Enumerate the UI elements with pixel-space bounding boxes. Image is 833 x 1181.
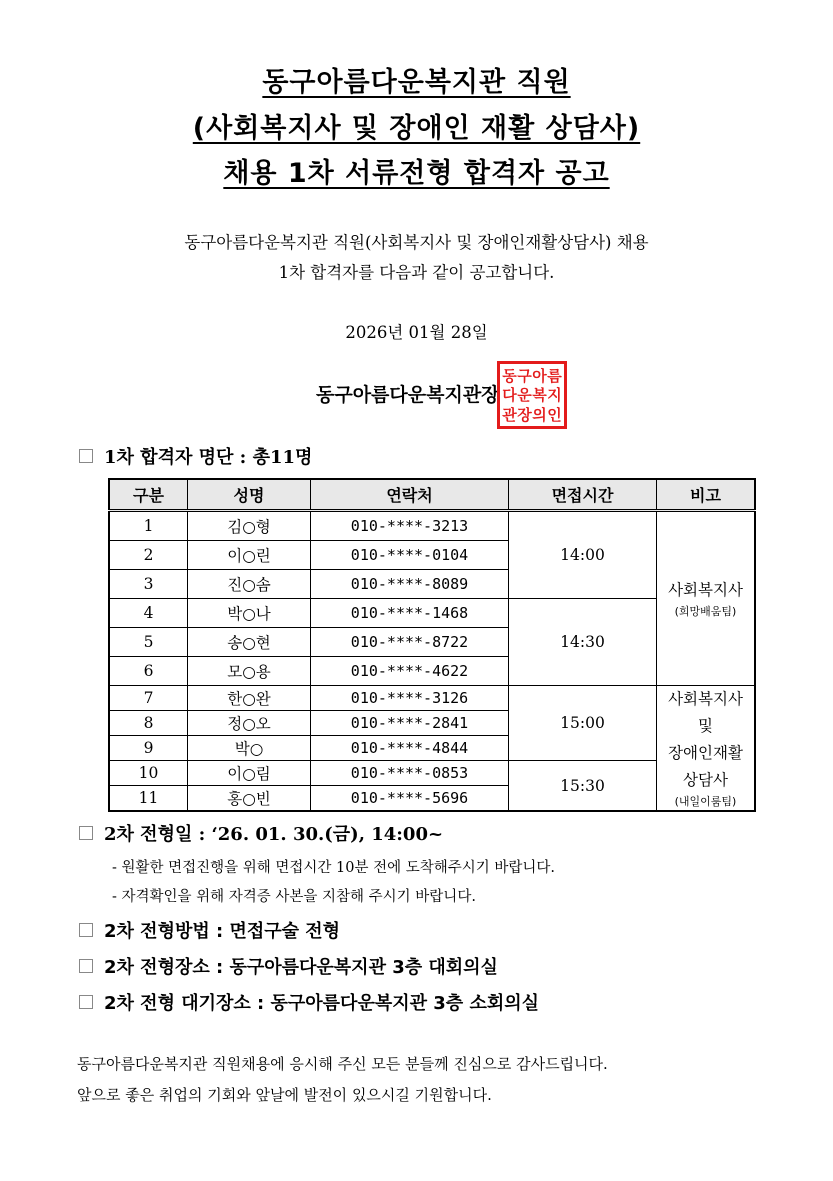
section-label: 2차 전형일 : ‘26. 01. 30.(금), 14:00~ [104,824,444,845]
checkbox-square-icon [79,449,93,463]
checkbox-square-icon [79,995,93,1009]
remark-role: 사회복지사 [668,581,743,599]
signature-name: 동구아름다운복지관장 [316,384,500,406]
title-line-1: 동구아름다운복지관 직원 [262,67,571,98]
row-no: 4 [109,599,188,628]
remark-role: 장애인재활 [668,744,743,762]
row-name: 진○솜 [188,570,311,599]
row-phone: 010-****-5696 [311,786,509,812]
row-phone: 010-****-8722 [311,628,509,657]
section-second-round-method [79,917,340,943]
remark-role: 및 [698,717,713,735]
row-no: 1 [109,511,188,541]
checkbox-square-icon [79,826,93,840]
section-first-pass-list [79,443,312,469]
row-name: 홍○빈 [188,786,311,812]
section-label: 2차 전형 대기장소 : 동구아름다운복지관 3층 소회의실 [104,993,539,1014]
header-no: 구분 [109,479,188,511]
interview-time: 15:30 [509,761,657,812]
row-name: 이○린 [188,541,311,570]
row-name: 김○형 [188,511,311,541]
interview-time: 14:30 [509,599,657,686]
row-name: 이○림 [188,761,311,786]
row-name: 한○완 [188,686,311,711]
section-second-round-date [79,820,443,846]
remark-team: (내일이룸팀) [674,795,737,808]
table-row [109,511,755,541]
row-no: 11 [109,786,188,812]
intro-line-1: 동구아름다운복지관 직원(사회복지사 및 장애인재활상담사) 채용 [184,233,649,252]
row-name: 정○오 [188,711,311,736]
row-phone: 010-****-4622 [311,657,509,686]
row-name: 박○나 [188,599,311,628]
header-remarks: 비고 [657,479,756,511]
row-phone: 010-****-1468 [311,599,509,628]
header-name: 성명 [188,479,311,511]
checkbox-square-icon [79,959,93,973]
row-phone: 010-****-4844 [311,736,509,761]
closing-line-2: 앞으로 좋은 취업의 기회와 앞날에 발전이 있으시길 기원합니다. [77,1086,492,1104]
remark-role: 사회복지사 [668,690,743,708]
section-label: 1차 합격자 명단 : 총11명 [104,447,313,468]
section-label: 2차 전형방법 : 면접구술 전형 [104,921,341,942]
row-phone: 010-****-3213 [311,511,509,541]
row-name: 박○ [188,736,311,761]
interview-time: 15:00 [509,686,657,761]
table-row [109,686,755,711]
row-no: 10 [109,761,188,786]
closing-line-1: 동구아름다운복지관 직원채용에 응시해 주신 모든 분들께 진심으로 감사드립니다. [77,1055,608,1073]
notice-date: 2026년 01월 28일 [345,323,488,342]
intro-line-2: 1차 합격자를 다음과 같이 공고합니다. [278,263,555,282]
section-second-round-waiting-room [79,989,539,1015]
interview-time: 14:00 [509,511,657,599]
row-name: 모○용 [188,657,311,686]
section-label: 2차 전형장소 : 동구아름다운복지관 3층 대회의실 [104,957,498,978]
title-line-2: (사회복지사 및 장애인 재활 상담사) [192,113,641,144]
row-phone: 010-****-3126 [311,686,509,711]
row-no: 7 [109,686,188,711]
row-no: 5 [109,628,188,657]
remark-role: 상담사 [683,771,728,789]
row-phone: 010-****-0853 [311,761,509,786]
section-second-round-location [79,953,498,979]
note-arrival: - 원활한 면접진행을 위해 면접시간 10분 전에 도착해주시기 바랍니다. [112,860,556,876]
row-no: 9 [109,736,188,761]
row-phone: 010-****-2841 [311,711,509,736]
note-certificate: - 자격확인을 위해 자격증 사본을 지참해 주시기 바랍니다. [112,889,476,905]
row-no: 3 [109,570,188,599]
title-line-3: 채용 1차 서류전형 합격자 공고 [223,158,610,189]
row-phone: 010-****-8089 [311,570,509,599]
remark-cell [657,511,756,686]
row-phone: 010-****-0104 [311,541,509,570]
header-phone: 연락처 [311,479,509,511]
row-name: 송○현 [188,628,311,657]
row-no: 8 [109,711,188,736]
header-interview-time: 면접시간 [509,479,657,511]
official-seal-icon: 동 구 아 름 다 운 복 지 관 장 의 인 [497,361,567,429]
row-no: 2 [109,541,188,570]
row-no: 6 [109,657,188,686]
checkbox-square-icon [79,923,93,937]
remark-cell [657,686,756,812]
remark-team: (희망배움팀) [674,605,737,618]
applicants-table [108,478,756,812]
